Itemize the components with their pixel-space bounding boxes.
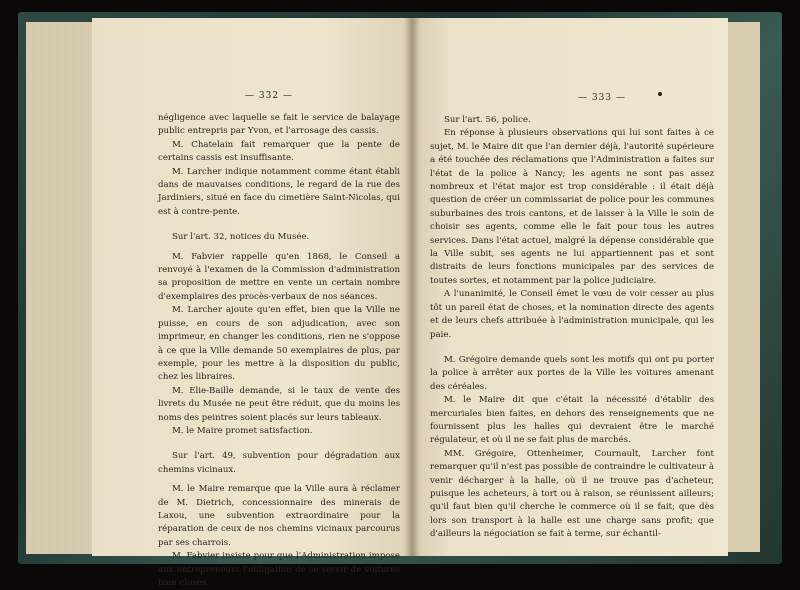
page-body <box>430 114 714 542</box>
paragraph: M. Elie-Baille demande, si le taux de vente des livrets du Musée ne peut être réduit, que du moins les noms des peintres soient placés sur leurs tableaux. <box>158 385 400 423</box>
paragraph: MM. Grégoire, Ottenheimer, Cournault, Larcher font remarquer qu'il n'est pas possible de contraindre le cultivateur à venir décharger à la halle, où il ne trouve pas d'acheteur, puisque les acheteurs, à tort ou à raison, se réunissent ailleurs; qu'il faut bien qu'il cherche le commerce où il se fait; que dès lors son transport à la halle est une charge sans profit; que d'ailleurs la négociation se fait à terme, sur échantil- <box>430 448 714 540</box>
paragraph: M. Larcher indique notamment comme étant établi dans de mauvaises conditions, le regard de la rue des Jardiniers, situé en face du cimetière Saint-Nicolas, qui est à contre-pente. <box>158 166 400 217</box>
paragraph: M. Chatelain fait remarquer que la pente de certains cassis est insuffisante. <box>158 139 400 164</box>
section-heading: Sur l'art. 49, subvention pour dégradation aux chemins vicinaux. <box>158 451 400 475</box>
page-number: — 333 — <box>578 93 626 103</box>
page-edges-left <box>26 22 96 554</box>
paragraph: M. Fabvier insiste pour que l'Administration impose aux entrepreneurs l'obligation de se servir de voitures bien closes. <box>158 551 400 588</box>
section-heading: Sur l'art. 32, notices du Musée. <box>172 232 310 243</box>
ink-dot <box>658 92 662 96</box>
paragraph: M. le Maire dit que c'était la nécessité d'établir des mercuriales bien faites, en dehors des renseignements que ne fournissent plus les halles qui devraient être le marché régulateur, et où il ne se fait plus de marchés. <box>430 395 714 446</box>
page-body <box>158 112 400 590</box>
left-page <box>92 18 412 588</box>
paragraph: M. Grégoire demande quels sont les motifs qui ont pu porter la police à arrêter aux portes de la Ville les voitures amenant des céréales. <box>430 354 714 392</box>
book-gutter <box>404 18 420 556</box>
page-number: — 332 — <box>245 91 293 101</box>
paragraph: négligence avec laquelle se fait le service de balayage public entrepris par Yvon, et l'arrosage des cassis. <box>158 113 400 137</box>
paragraph: M. Fabvier rappelle qu'en 1868, le Conseil a renvoyé à l'examen de la Commission d'administration sa proposition de mettre en vente un certain nombre d'exemplaires des procès-verbaux de nos séances. <box>158 251 400 302</box>
paragraph: M. le Maire promet satisfaction. <box>172 425 313 436</box>
paragraph: M. le Maire remarque que la Ville aura à réclamer de M. Dietrich, concessionnaire des minerais de Laxou, une subvention extraordinaire pour la réparation de ceux de nos chemins vicinaux parcourus par ses charrois. <box>158 484 400 548</box>
right-page <box>412 18 728 556</box>
paragraph: A l'unanimité, le Conseil émet le vœu de voir cesser au plus tôt un pareil état de choses, et la nomination directe des agents et de leurs chefs attribuée à l'administration municipale, qui les paie. <box>430 289 714 340</box>
paragraph: M. Larcher ajoute qu'en effet, bien que la Ville ne puisse, en cours de son adjudication, avec son imprimeur, en changer les conditions, rien ne s'oppose à ce que la Ville demande 50 exemplaires de plus, par exemple, pour les mettre à la disposition du public, chez les libraires. <box>158 305 400 383</box>
section-heading: Sur l'art. 56, police. <box>444 115 531 125</box>
paragraph: En réponse à plusieurs observations qui lui sont faites à ce sujet, M. le Maire dit que l'an dernier déjà, l'autorité supérieure a été touchée des réclamations que l'Administration a faites sur l'état de la police à Nancy; les agents ne sont pas assez nombreux et l'état major est trop considérable : il était déjà question de créer un commissariat de police pour les communes suburbaines des trois cantons, et de laisser à la Ville le soin de choisir ses agents, comme elle le fait pour tous les autres services. Dans l'état actuel, malgré la dépense considérable que la Ville subit, ses agents ne lui appartiennent pas et sont distraits de leurs fonctions municipales par des services de toutes sortes, et notamment par la police judiciaire. <box>430 128 714 286</box>
